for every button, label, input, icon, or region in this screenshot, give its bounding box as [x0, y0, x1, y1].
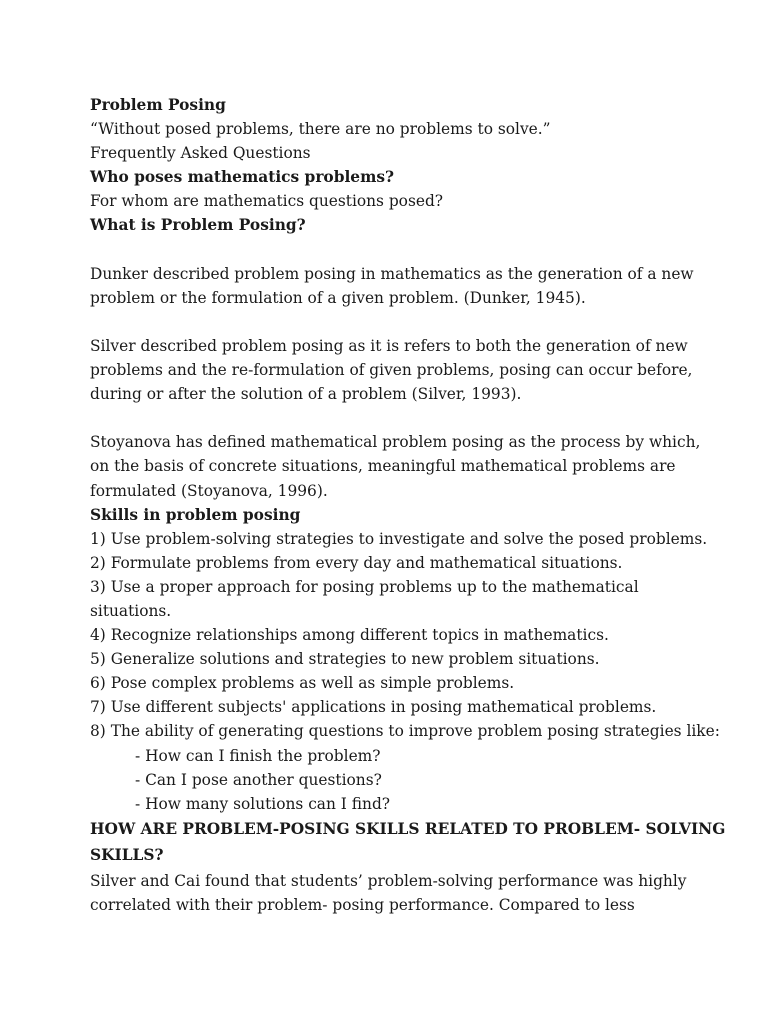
paragraph-gap	[90, 310, 688, 334]
list-item: 5) Generalize solutions and strategies to new problem situations.	[90, 650, 600, 669]
list-item: 1) Use problem-solving strategies to investigate and solve the posed problems.	[90, 529, 708, 548]
paragraph-line: Dunker described problem posing in mathematics as the generation of a new	[90, 264, 694, 283]
paragraph-line: Silver described problem posing as it is refers to both the generation of new	[90, 336, 688, 355]
paragraph-line: formulated (Stoyanova, 1996).	[90, 481, 328, 500]
list-item: situations.	[90, 601, 172, 620]
section-heading-line: SKILLS?	[90, 846, 164, 865]
list-item: 7) Use different subjects' applications in posing mathematical problems.	[90, 698, 657, 717]
question-who-poses: Who poses mathematics problems?	[90, 168, 395, 187]
paragraph-line: on the basis of concrete situations, meaningful mathematical problems are	[90, 457, 676, 476]
list-item: - How can I finish the problem?	[135, 746, 381, 765]
paragraph-stoyanova	[90, 430, 701, 502]
list-item: 8) The ability of generating questions to improve problem posing strategies like:	[90, 722, 720, 741]
paragraph-gap	[90, 406, 688, 430]
list-item: 2) Formulate problems from every day and mathematical situations.	[90, 553, 623, 572]
paragraph-line: during or after the solution of a problem (Silver, 1993).	[90, 385, 522, 404]
paragraph-silver	[90, 334, 693, 406]
paragraph-line: Silver and Cai found that students’ problem-solving performance was highly	[90, 871, 687, 890]
skills-list	[90, 527, 720, 744]
section-heading	[90, 816, 726, 869]
list-item: 3) Use a proper approach for posing problems up to the mathematical	[90, 577, 639, 596]
faq-heading: Frequently Asked Questions	[90, 144, 311, 163]
skills-heading: Skills in problem posing	[90, 505, 301, 524]
paragraph-line: Stoyanova has defined mathematical problem posing as the process by which,	[90, 433, 701, 452]
paragraph-gap	[90, 238, 688, 262]
paragraph-silver-cai	[90, 869, 688, 917]
paragraph-line: correlated with their problem- posing performance. Compared to less	[90, 895, 635, 914]
list-item: - Can I pose another questions?	[135, 770, 382, 789]
paragraph-line: problems and the re-formulation of given problems, posing can occur before,	[90, 361, 693, 380]
opening-quote: “Without posed problems, there are no problems to solve.”	[90, 120, 551, 139]
question-for-whom: For whom are mathematics questions posed?	[90, 192, 444, 211]
list-item: 6) Pose complex problems as well as simple problems.	[90, 674, 515, 693]
paragraph-dunker	[90, 262, 694, 310]
sub-questions-list	[90, 744, 688, 816]
doc-title: Problem Posing	[90, 96, 226, 114]
list-item: 4) Recognize relationships among different topics in mathematics.	[90, 626, 609, 645]
question-what-is: What is Problem Posing?	[90, 216, 306, 235]
section-heading-line: HOW ARE PROBLEM-POSING SKILLS RELATED TO PROBLEM- SOLVING	[90, 819, 726, 838]
paragraph-line: problem or the formulation of a given problem. (Dunker, 1945).	[90, 288, 586, 307]
list-item: - How many solutions can I find?	[135, 794, 391, 813]
